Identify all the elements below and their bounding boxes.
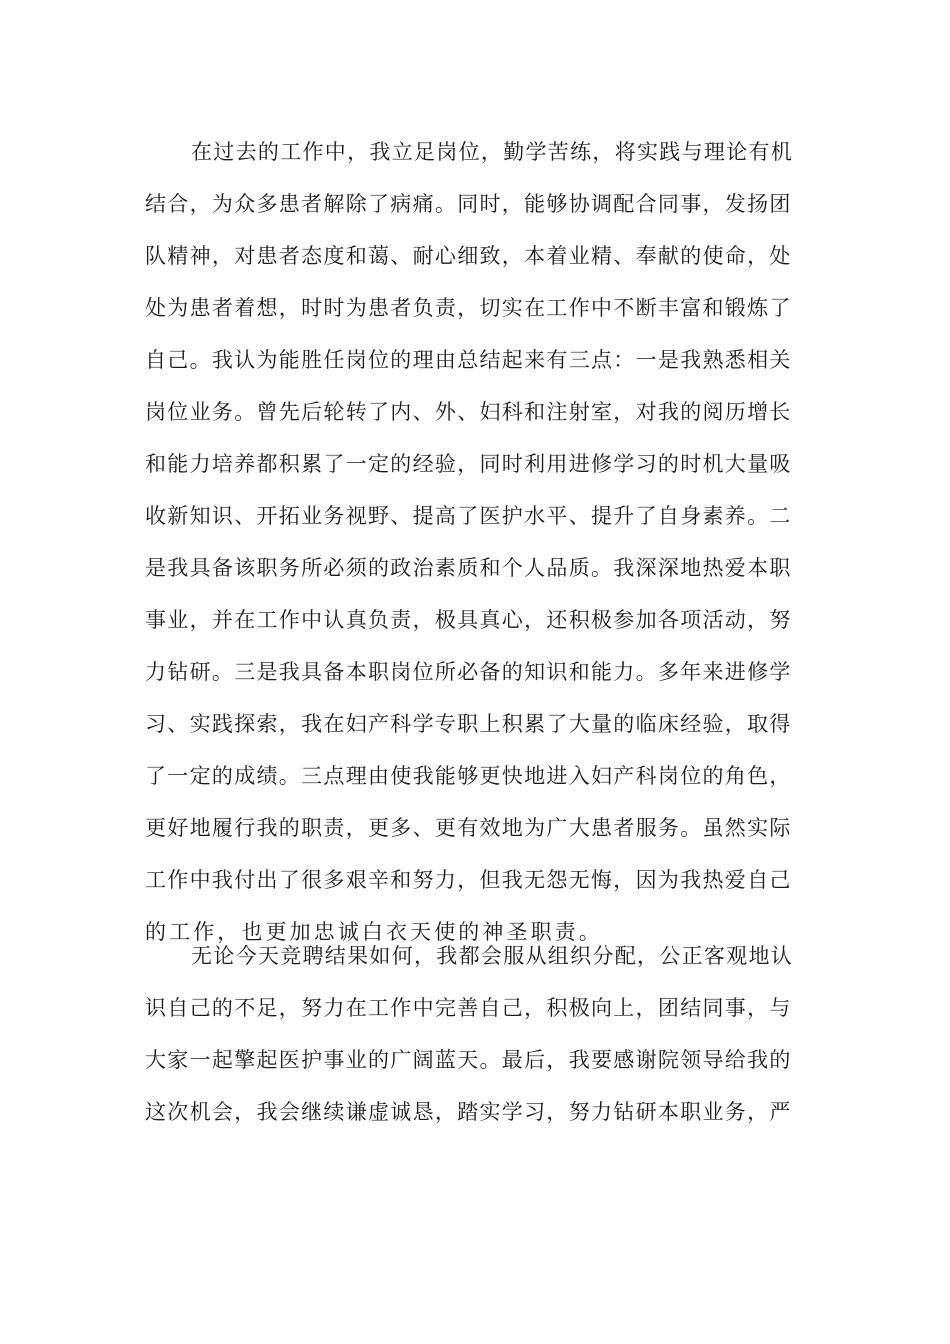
text-line: 这次机会，我会继续谦虚诚恳，踏实学习，努力钻研本职业务，严	[145, 1100, 792, 1124]
text-line: 更好地履行我的职责，更多、更有效地为广大患者服务。虽然实际	[145, 816, 792, 840]
text-line: 是我具备该职务所必须的政治素质和个人品质。我深深地热爱本职	[145, 556, 792, 580]
text-line: 和能力培养都积累了一定的经验，同时利用进修学习的时机大量吸	[145, 452, 792, 476]
text-line: 处为患者着想，时时为患者负责，切实在工作中不断丰富和锻炼了	[145, 296, 792, 320]
text-line: 队精神，对患者态度和蔼、耐心细致，本着业精、奉献的使命，处	[145, 244, 792, 268]
text-line: 在过去的工作中，我立足岗位，勤学苦练，将实践与理论有机	[191, 140, 794, 164]
text-line: 结合，为众多患者解除了病痛。同时，能够协调配合同事，发扬团	[145, 192, 792, 216]
text-line: 无论今天竞聘结果如何，我都会服从组织分配，公正客观地认	[191, 944, 794, 968]
text-line: 岗位业务。曾先后轮转了内、外、妇科和注射室，对我的阅历增长	[145, 400, 792, 424]
text-line: 习、实践探索，我在妇产科学专职上积累了大量的临床经验，取得	[145, 712, 792, 736]
paragraph-2	[145, 930, 795, 1138]
text-line: 事业，并在工作中认真负责，极具真心，还积极参加各项活动，努	[145, 608, 792, 632]
paragraph-1	[145, 126, 795, 958]
text-line: 自己。我认为能胜任岗位的理由总结起来有三点：一是我熟悉相关	[145, 348, 792, 372]
text-line: 收新知识、开拓业务视野、提高了医护水平、提升了自身素养。二	[145, 504, 792, 528]
text-line: 力钻研。三是我具备本职岗位所必备的知识和能力。多年来进修学	[145, 660, 792, 684]
text-line: 的工作，也更加忠诚白衣天使的神圣职责。	[145, 920, 603, 944]
text-line: 大家一起擎起医护事业的广阔蓝天。最后，我要感谢院领导给我的	[145, 1048, 792, 1072]
text-line: 工作中我付出了很多艰辛和努力，但我无怨无悔，因为我热爱自己	[145, 868, 792, 892]
text-line: 了一定的成绩。三点理由使我能够更快地进入妇产科岗位的角色，	[145, 764, 792, 788]
text-line: 识自己的不足，努力在工作中完善自己，积极向上，团结同事，与	[145, 996, 792, 1020]
